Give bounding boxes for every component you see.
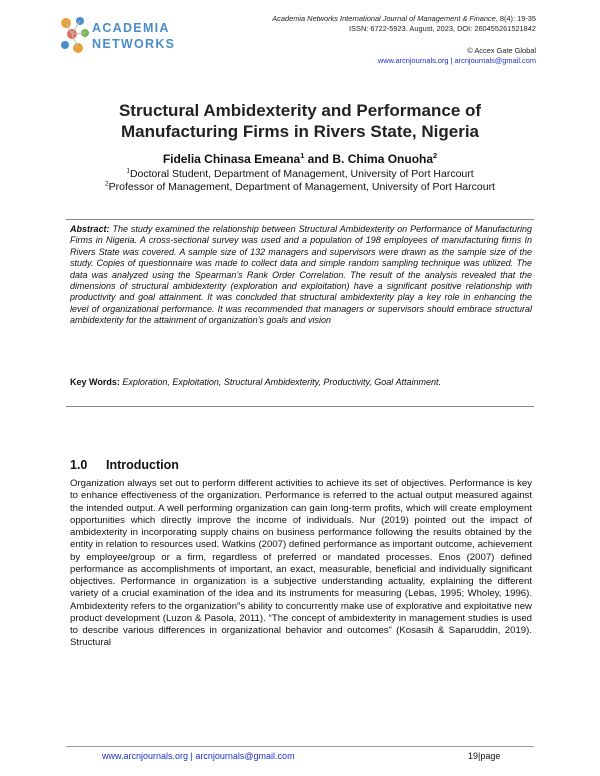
copyright: © Accex Gate Global <box>467 46 536 55</box>
journal-volume: , 8(4): 19-35 <box>495 14 536 23</box>
issn-line: ISSN: 6722-5923. August, 2023, DOI: 260455261521842 <box>349 24 536 33</box>
logo-line-2: NETWORKS <box>92 37 176 51</box>
section-title: Introduction <box>106 458 179 472</box>
header-site-link[interactable]: www.arcnjournals.org <box>377 56 449 65</box>
footer-email-link[interactable]: arcnjournals@gmail.com <box>195 751 295 761</box>
footer-site-link[interactable]: www.arcnjournals.org <box>102 751 189 761</box>
abstract-text: The study examined the relationship between Structural Ambidexterity on Performance of Manufacturing Firms in Nigeria. A cross-sectional survey was used and a population of 198 employees of manufacturing firms In Rivers State was covered. A sample size of 132 managers and supervisors were drawn as the sample size of the study. Copies of questionnaire was made to collect data and simple random sampling technique was utilized. The data was analyzed using the Spearman’s Rank Order Correlation. The result of the analysis revealed that the dimensions of structural ambidexterity (exploration and exploitation) have a significant positive relationship with productivity and goal attainment. It was concluded that structural ambidexterity play a key role in enhancing the level of organizational performance. It was recommended that managers or supervisors should embrace structural ambidexterity for the attainment of organization’s goals and vision <box>70 224 532 326</box>
section-number: 1.0 <box>70 458 88 472</box>
abstract-label: Abstract: <box>70 224 110 234</box>
journal-name: Academia Networks International Journal of Management & Finance <box>272 14 496 23</box>
affiliation-2: $^2$Professor of Management, Department of Management, University of Port Harcourt <box>105 180 495 193</box>
author-1: Fidelia Chinasa Emeana <box>162 152 301 166</box>
abstract-top-rule <box>66 219 534 220</box>
keywords <box>70 377 532 388</box>
page-number: 19|page <box>468 751 501 761</box>
paper-title: Structural Ambidexterity and Performance of Manufacturing Firms in Rivers State, Nigeria <box>118 101 482 141</box>
keywords-label: Key Words: <box>70 377 120 387</box>
affiliation-1: $^1$Doctoral Student, Department of Management, University of Port Harcourt <box>126 167 474 180</box>
keywords-text: Exploration, Exploitation, Structural Ambidexterity, Productivity, Goal Attainment. <box>119 377 441 387</box>
section-heading <box>70 458 179 472</box>
authors: Fidelia Chinasa Emeana$^1$ and B. Chima Onuoha$^2$ <box>162 151 438 166</box>
footer-links: www.arcnjournals.org | arcnjournals@gmail.com <box>102 751 295 761</box>
header-links: www.arcnjournals.org | arcnjournals@gmail.com <box>377 56 536 65</box>
publisher-logo <box>58 14 208 58</box>
logo-line-1: ACADEMIA <box>92 21 170 35</box>
author-2: B. Chima Onuoha <box>332 152 434 166</box>
footer-rule <box>66 746 534 747</box>
intro-paragraph: Organization always set out to perform different activities to achieve its set of objectives. Performance is key to enhance effectiveness of the organization. Performance is referred to the actual output measured against the intended output. A well performing organization can gain long-term profits, which will create employment opportunities which directly improve the income of individuals. Nur (2019) pointed out the impact of ambidexterity in incorporating supply chains on business performance following the results obtained by the entity in relation to resources used. Watkins (2007) defined performance as important outcome, achievement by employee/group or a firm, regardless of preferred or mandated processes. Enos (2007) defined performance as accomplishments of important, an exact, measurable, beneficial and individually significant objectives. Performance in organization is a subjective understanding actuality, explaining the different variety of a crucial examination of the idea and its instruments for measuring (Lebas, 1995; Wholey, 1996). Ambidexterity refers to the organization"s ability to concurrently make use of explorative and exploitative new product development (Luzon & Pasola, 2011). “The concept of ambidexterity in management studies is used to describe various differences in organizational behavior and outcomes” (Kosasih & Saparuddin, 2019). Structural <box>70 478 532 649</box>
header-email-link[interactable]: arcnjournals@gmail.com <box>454 56 536 65</box>
journal-citation <box>272 14 536 24</box>
network-dots-icon <box>58 14 92 58</box>
abstract <box>70 224 532 327</box>
abstract-bottom-rule <box>66 406 534 407</box>
